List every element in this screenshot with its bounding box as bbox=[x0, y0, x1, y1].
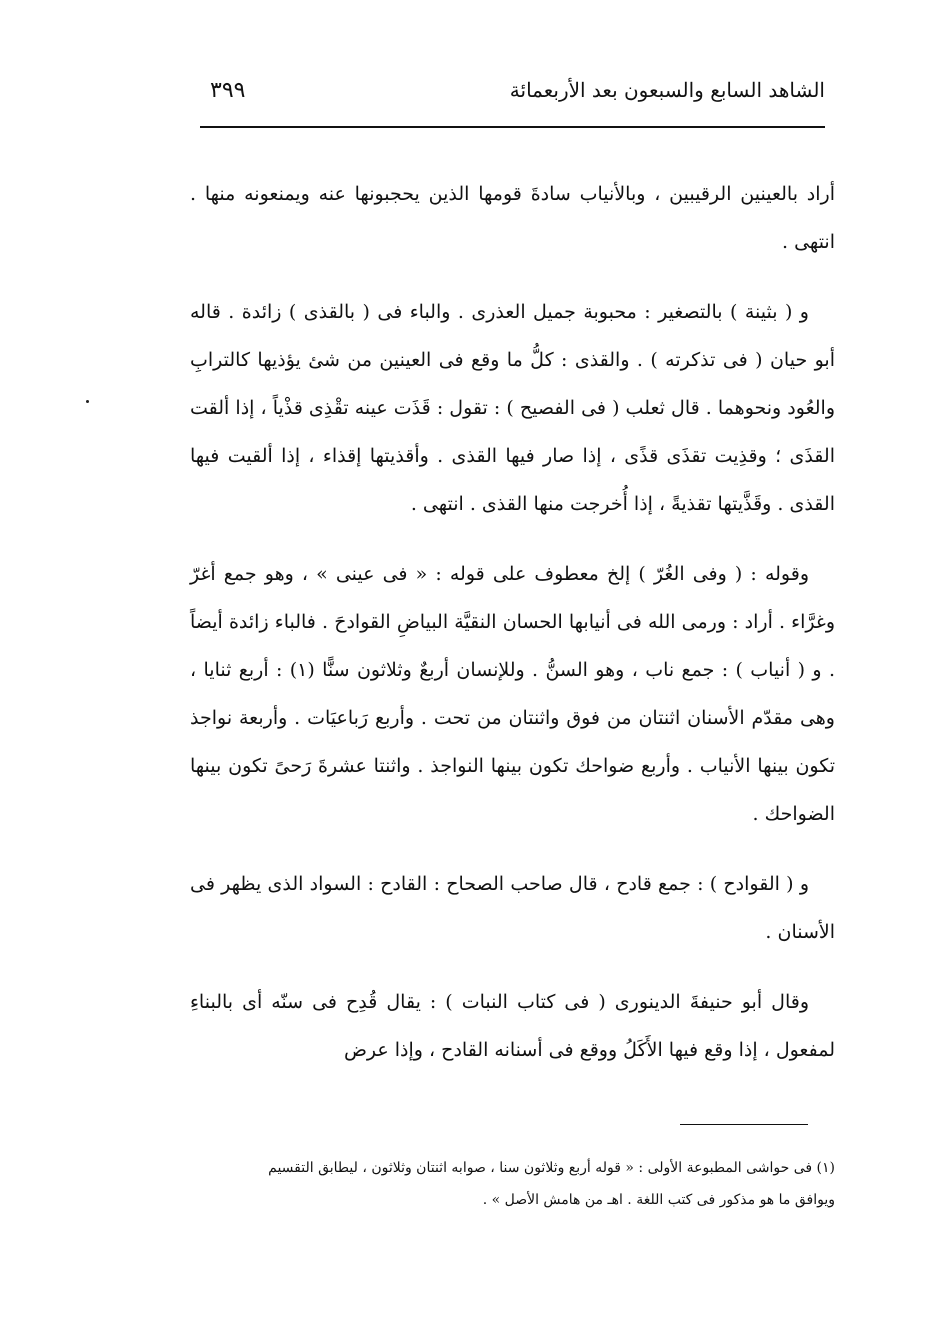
running-header bbox=[210, 70, 825, 110]
footnote-line: ويوافق ما هو مذكور فى كتب اللغة . اهـ من هامش الأصل » . bbox=[482, 1192, 835, 1208]
header-rule bbox=[200, 126, 825, 128]
footnote bbox=[195, 1152, 835, 1216]
margin-mark bbox=[86, 400, 89, 403]
body-text bbox=[190, 170, 835, 1096]
page-number: ٣٩٩ bbox=[210, 77, 246, 103]
footnotes bbox=[195, 1152, 835, 1216]
paragraph: و ( بثينة ) بالتصغير : محبوبة جميل العذرى . والباء فى ( بالقذى ) زائدة . قاله أبو حيان ( فى تذكرته ) . والقذى : كلُّ ما وقع فى العينين من شئ يؤذيها كالترابِ والعُود ونحوهما . قال ثعلب ( فى الفصيح ) : تقول : قَذَت عينه تقْذِى قذْياً ، إذا ألقت القذَى ؛ وقذِيت تقذَى قذًى ، إذا صار فيها القذى . وأقذيتها إقذاء ، إذا ألقيت فيها القذى . وقَذَّيتها تقذيةً ، إذا أُخرجت منها القذى . انتهى . bbox=[190, 301, 835, 515]
footnote-rule bbox=[680, 1124, 808, 1125]
running-title: الشاهد السابع والسبعون بعد الأربعمائة bbox=[509, 78, 825, 102]
footnote-line: (١) فى حواشى المطبوعة الأولى : « قوله أربع وثلاثون سنا ، صوابه اثنتان وثلاثون ، ليطابق التقسيم bbox=[268, 1160, 835, 1176]
paragraph: وقوله : ( وفى الغُرّ ) إلخ معطوف على قوله : « فى عينى » ، وهو جمع أغرّ وغرَّاء . أراد : ورمى الله فى أنيابها الحسان النقيَّة البياضِ القوادحَ . فالباء زائدة أيضاً . و ( أنياب ) : جمع ناب ، وهو السنُّ . وللإنسان أربعٌ وثلاثون سنًّا (١) : أربع ثنايا ، وهى مقدّم الأسنان اثنتان من فوق واثنتان من تحت . وأربع رَباعيَات . وأربعة نواجذ تكون بينها الأنياب . وأربع ضواحك تكون بينها النواجذ . واثنتا عشرةَ رَحىً تكون بينها الضواحك . bbox=[190, 563, 835, 825]
paragraph: و ( القوادح ) : جمع قادح ، قال صاحب الصحاح : القادح : السواد الذى يظهر فى الأسنان . bbox=[190, 873, 835, 943]
paragraph: أراد بالعينين الرقيبين ، وبالأنياب سادةَ قومها الذين يحجبونها عنه ويمنعونه منها . انتهى . bbox=[190, 183, 835, 253]
paragraph: وقال أبو حنيفةَ الدينورى ( فى كتاب النبات ) : يقال قُدِح فى سنّه أى بالبناءِ لمفعول ، إذا وقع فيها الأَكَلُ ووقع فى أسنانه القادح ، وإذا عرض bbox=[190, 991, 835, 1061]
